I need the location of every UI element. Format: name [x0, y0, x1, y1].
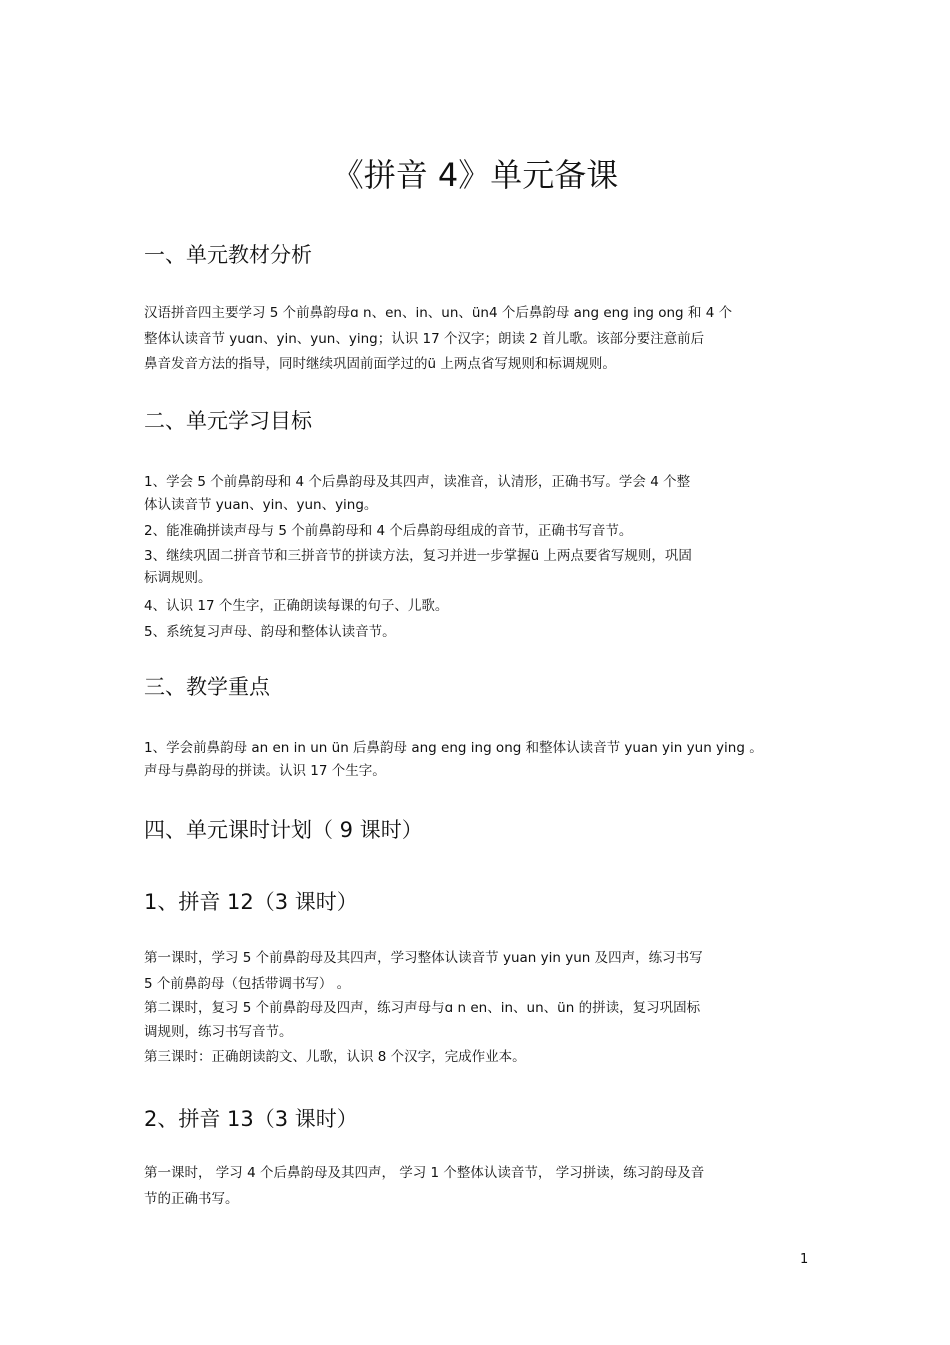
goal-line: 1、学会 5 个前鼻韵母和 4 个后鼻韵母及其四声，读准音，认清形，正确书写。学会 4 个整 [144, 474, 691, 490]
heading-learning-goals: 二、单元学习目标 [144, 409, 312, 433]
focus-line: 1、学会前鼻韵母 an en in un ün 后鼻韵母 ang eng ing ong 和整体认读音节 yuan yin yun ying 。 [144, 740, 763, 756]
heading-teaching-focus: 三、教学重点 [144, 675, 270, 699]
goal-line: 体认读音节 yuan、yin、yun、ying。 [144, 497, 378, 513]
paragraph-line: 整体认读音节 yuɑn、yin、yun、ying；认识 17 个汉字；朗读 2 首儿歌。该部分要注意前后 [144, 331, 705, 347]
page-title: 《拼音 4》单元备课 [331, 156, 619, 194]
goal-line: 2、能准确拼读声母与 5 个前鼻韵母和 4 个后鼻韵母组成的音节，正确书写音节。 [144, 523, 633, 539]
goal-line: 4、认识 17 个生字，正确朗读每课的句子、儿歌。 [144, 598, 449, 614]
heading-lesson-plan: 四、单元课时计划（ 9 课时） [144, 818, 423, 842]
heading-pinyin-12: 1、拼音 12（3 课时） [144, 890, 358, 914]
lesson-line: 第一课时，学习 5 个前鼻韵母及其四声，学习整体认读音节 yuan yin yun 及四声，练习书写 [144, 950, 703, 966]
lesson-line: 调规则，练习书写音节。 [144, 1024, 293, 1040]
paragraph-line: 鼻音发音方法的指导，同时继续巩固前面学过的ü 上两点省写规则和标调规则。 [144, 356, 616, 372]
heading-textbook-analysis: 一、单元教材分析 [144, 243, 312, 267]
page-number: 1 [800, 1252, 809, 1267]
lesson-line: 第一课时， 学习 4 个后鼻韵母及其四声， 学习 1 个整体认读音节， 学习拼读，练习韵母及音 [144, 1165, 705, 1181]
lesson-line: 第三课时：正确朗读韵文、儿歌，认识 8 个汉字，完成作业本。 [144, 1049, 526, 1065]
lesson-line: 5 个前鼻韵母（包括带调书写） 。 [144, 976, 351, 992]
lesson-line: 第二课时，复习 5 个前鼻韵母及四声，练习声母与ɑ n en、in、un、ün 的拼读，复习巩固标 [144, 1000, 701, 1016]
heading-pinyin-13: 2、拼音 13（3 课时） [144, 1107, 358, 1131]
lesson-line: 节的正确书写。 [144, 1191, 239, 1207]
goal-line: 5、系统复习声母、韵母和整体认读音节。 [144, 624, 396, 640]
goal-line: 3、继续巩固二拼音节和三拼音节的拼读方法，复习并进一步掌握ü 上两点要省写规则，巩固 [144, 548, 692, 564]
focus-line: 声母与鼻韵母的拼读。认识 17 个生字。 [144, 763, 386, 779]
goal-line: 标调规则。 [144, 570, 212, 586]
paragraph-line: 汉语拼音四主要学习 5 个前鼻韵母ɑ n、en、in、un、ün4 个后鼻韵母 ang eng ing ong 和 4 个 [144, 305, 733, 321]
